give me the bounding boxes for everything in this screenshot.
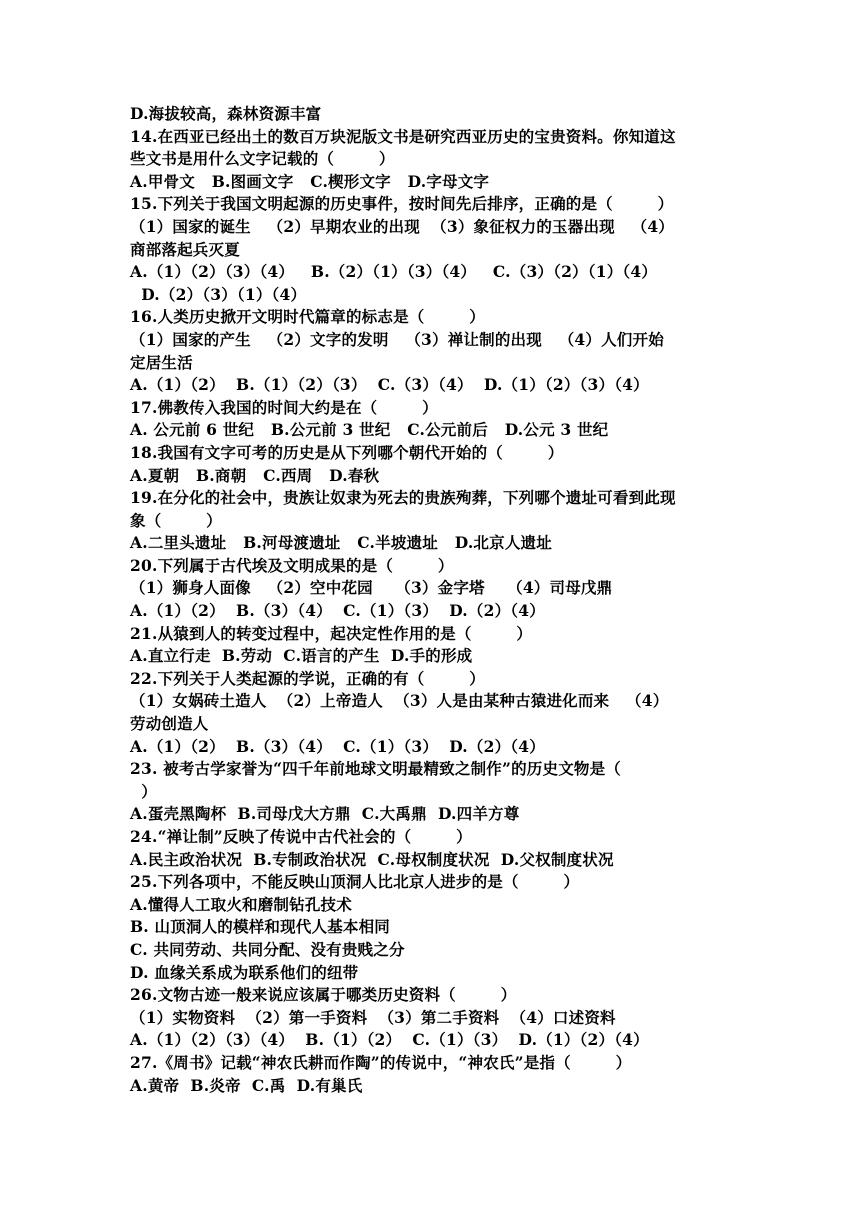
text-line: C. 共同劳动、共同分配、没有贵贱之分 (130, 939, 405, 959)
text-line: （1）国家的诞生 （2）早期农业的出现 （3）象征权力的玉器出现 （4） (130, 216, 675, 236)
text-line: A.（1）（2） B.（1）（2）（3） C.（3）（4） D.（1）（2）（3）（4） (130, 375, 649, 395)
text-line: A. 公元前 6 世纪 B.公元前 3 世纪 C.公元前后 D.公元 3 世纪 (130, 420, 609, 440)
text-line: 21.从猿到人的转变过程中，起决定性作用的是（ ） (130, 623, 533, 643)
text-line: 24.“禅让制”反映了传说中古代社会的（ ） (130, 827, 472, 846)
text-line: A.（1）（2） B.（3）（4） C.（1）（3） D.（2）（4） (130, 601, 545, 621)
text-line: 22.下列关于人类起源的学说，正确的有（ ） (130, 668, 485, 688)
text-line: （1）国家的产生 （2）文字的发明 （3）禅让制的出现 （4）人们开始 (130, 329, 664, 349)
text-line: 19.在分化的社会中，贵族让奴隶为死去的贵族殉葬，下列哪个遗址可看到此现 (130, 488, 676, 508)
text-line: 15.下列关于我国文明起源的历史事件，按时间先后排序，正确的是（ ） (130, 194, 674, 214)
text-line: 16.人类历史掀开文明时代篇章的标志是（ ） (130, 307, 485, 327)
text-line: 20.下列属于古代埃及文明成果的是（ ） (130, 555, 454, 575)
text-line: A.民主政治状况 B.专制政治状况 C.母权制度状况 D.父权制度状况 (130, 849, 614, 869)
text-line: A.甲骨文 B.图画文字 C.楔形文字 D.字母文字 (130, 171, 490, 191)
text-line: （1）狮身人面像 （2）空中花园 （3）金字塔 （4）司母戊鼎 (130, 578, 613, 598)
text-line: 14.在西亚已经出土的数百万块泥版文书是研究西亚历史的宝贵资料。你知道这 (130, 126, 676, 146)
text-line: A.二里头遗址 B.河母渡遗址 C.半坡遗址 D.北京人遗址 (130, 533, 552, 553)
text-line: D.海拔较高，森林资源丰富 (130, 104, 322, 123)
text-line: 27.《周书》记载“神农氏耕而作陶”的传说中，“神农氏”是指（ ） (130, 1052, 632, 1072)
text-line: 象（ ） (130, 510, 222, 530)
text-line: 定居生活 (130, 352, 193, 372)
text-line: 17.佛教传入我国的时间大约是在（ ） (130, 397, 438, 417)
text-line: A.夏朝 B.商朝 C.西周 D.春秋 (130, 465, 380, 485)
text-line: A.黄帝 B.炎帝 C.禹 D.有巢氏 (130, 1075, 363, 1095)
text-line: （1）实物资料 （2）第一手资料 （3）第二手资料 （4）口述资料 (130, 1007, 616, 1027)
text-line: 23. 被考古学家誉为“四千年前地球文明最精致之制作”的历史文物是（ (130, 759, 621, 779)
text-line: A.蛋壳黑陶杯 B.司母戊大方鼎 C.大禹鼎 D.四羊方尊 (130, 804, 520, 824)
text-line: 25.下列各项中，不能反映山顶洞人比北京人进步的是（ ） (130, 872, 580, 892)
text-line: ） (130, 781, 157, 801)
text-line: A.懂得人工取火和磨制钻孔技术 (130, 894, 352, 914)
text-line: 18.我国有文字可考的历史是从下列哪个朝代开始的（ ） (130, 442, 564, 462)
text-line: D.（2）（3）（1）（4） (130, 284, 307, 304)
text-line: 劳动创造人 (130, 714, 209, 734)
text-line: B. 山顶洞人的模样和现代人基本相同 (130, 917, 390, 937)
text-line: （1）女娲砖土造人 （2）上帝造人 （3）人是由某种古猿进化而来 （4） (130, 691, 669, 711)
text-line: 26.文物古迹一般来说应该属于哪类历史资料（ ） (130, 985, 517, 1005)
text-line: 商部落起兵灭夏 (130, 239, 240, 259)
text-line: D. 血缘关系成为联系他们的纽带 (130, 962, 359, 982)
text-line: 些文书是用什么文字记载的（ ） (130, 149, 395, 169)
text-line: A.（1）（2） B.（3）（4） C.（1）（3） D.（2）（4） (130, 736, 545, 756)
document-page (130, 103, 735, 1097)
text-line: A.（1）（2）（3）（4） B.（1）（2） C.（1）（3） D.（1）（2）（4） (130, 1030, 649, 1050)
text-line: A.直立行走 B.劳动 C.语言的产生 D.手的形成 (130, 646, 473, 666)
text-line: A.（1）（2）（3）（4） B.（2）（1）（3）（4） C.（3）（2）（1）（4） (130, 262, 658, 282)
